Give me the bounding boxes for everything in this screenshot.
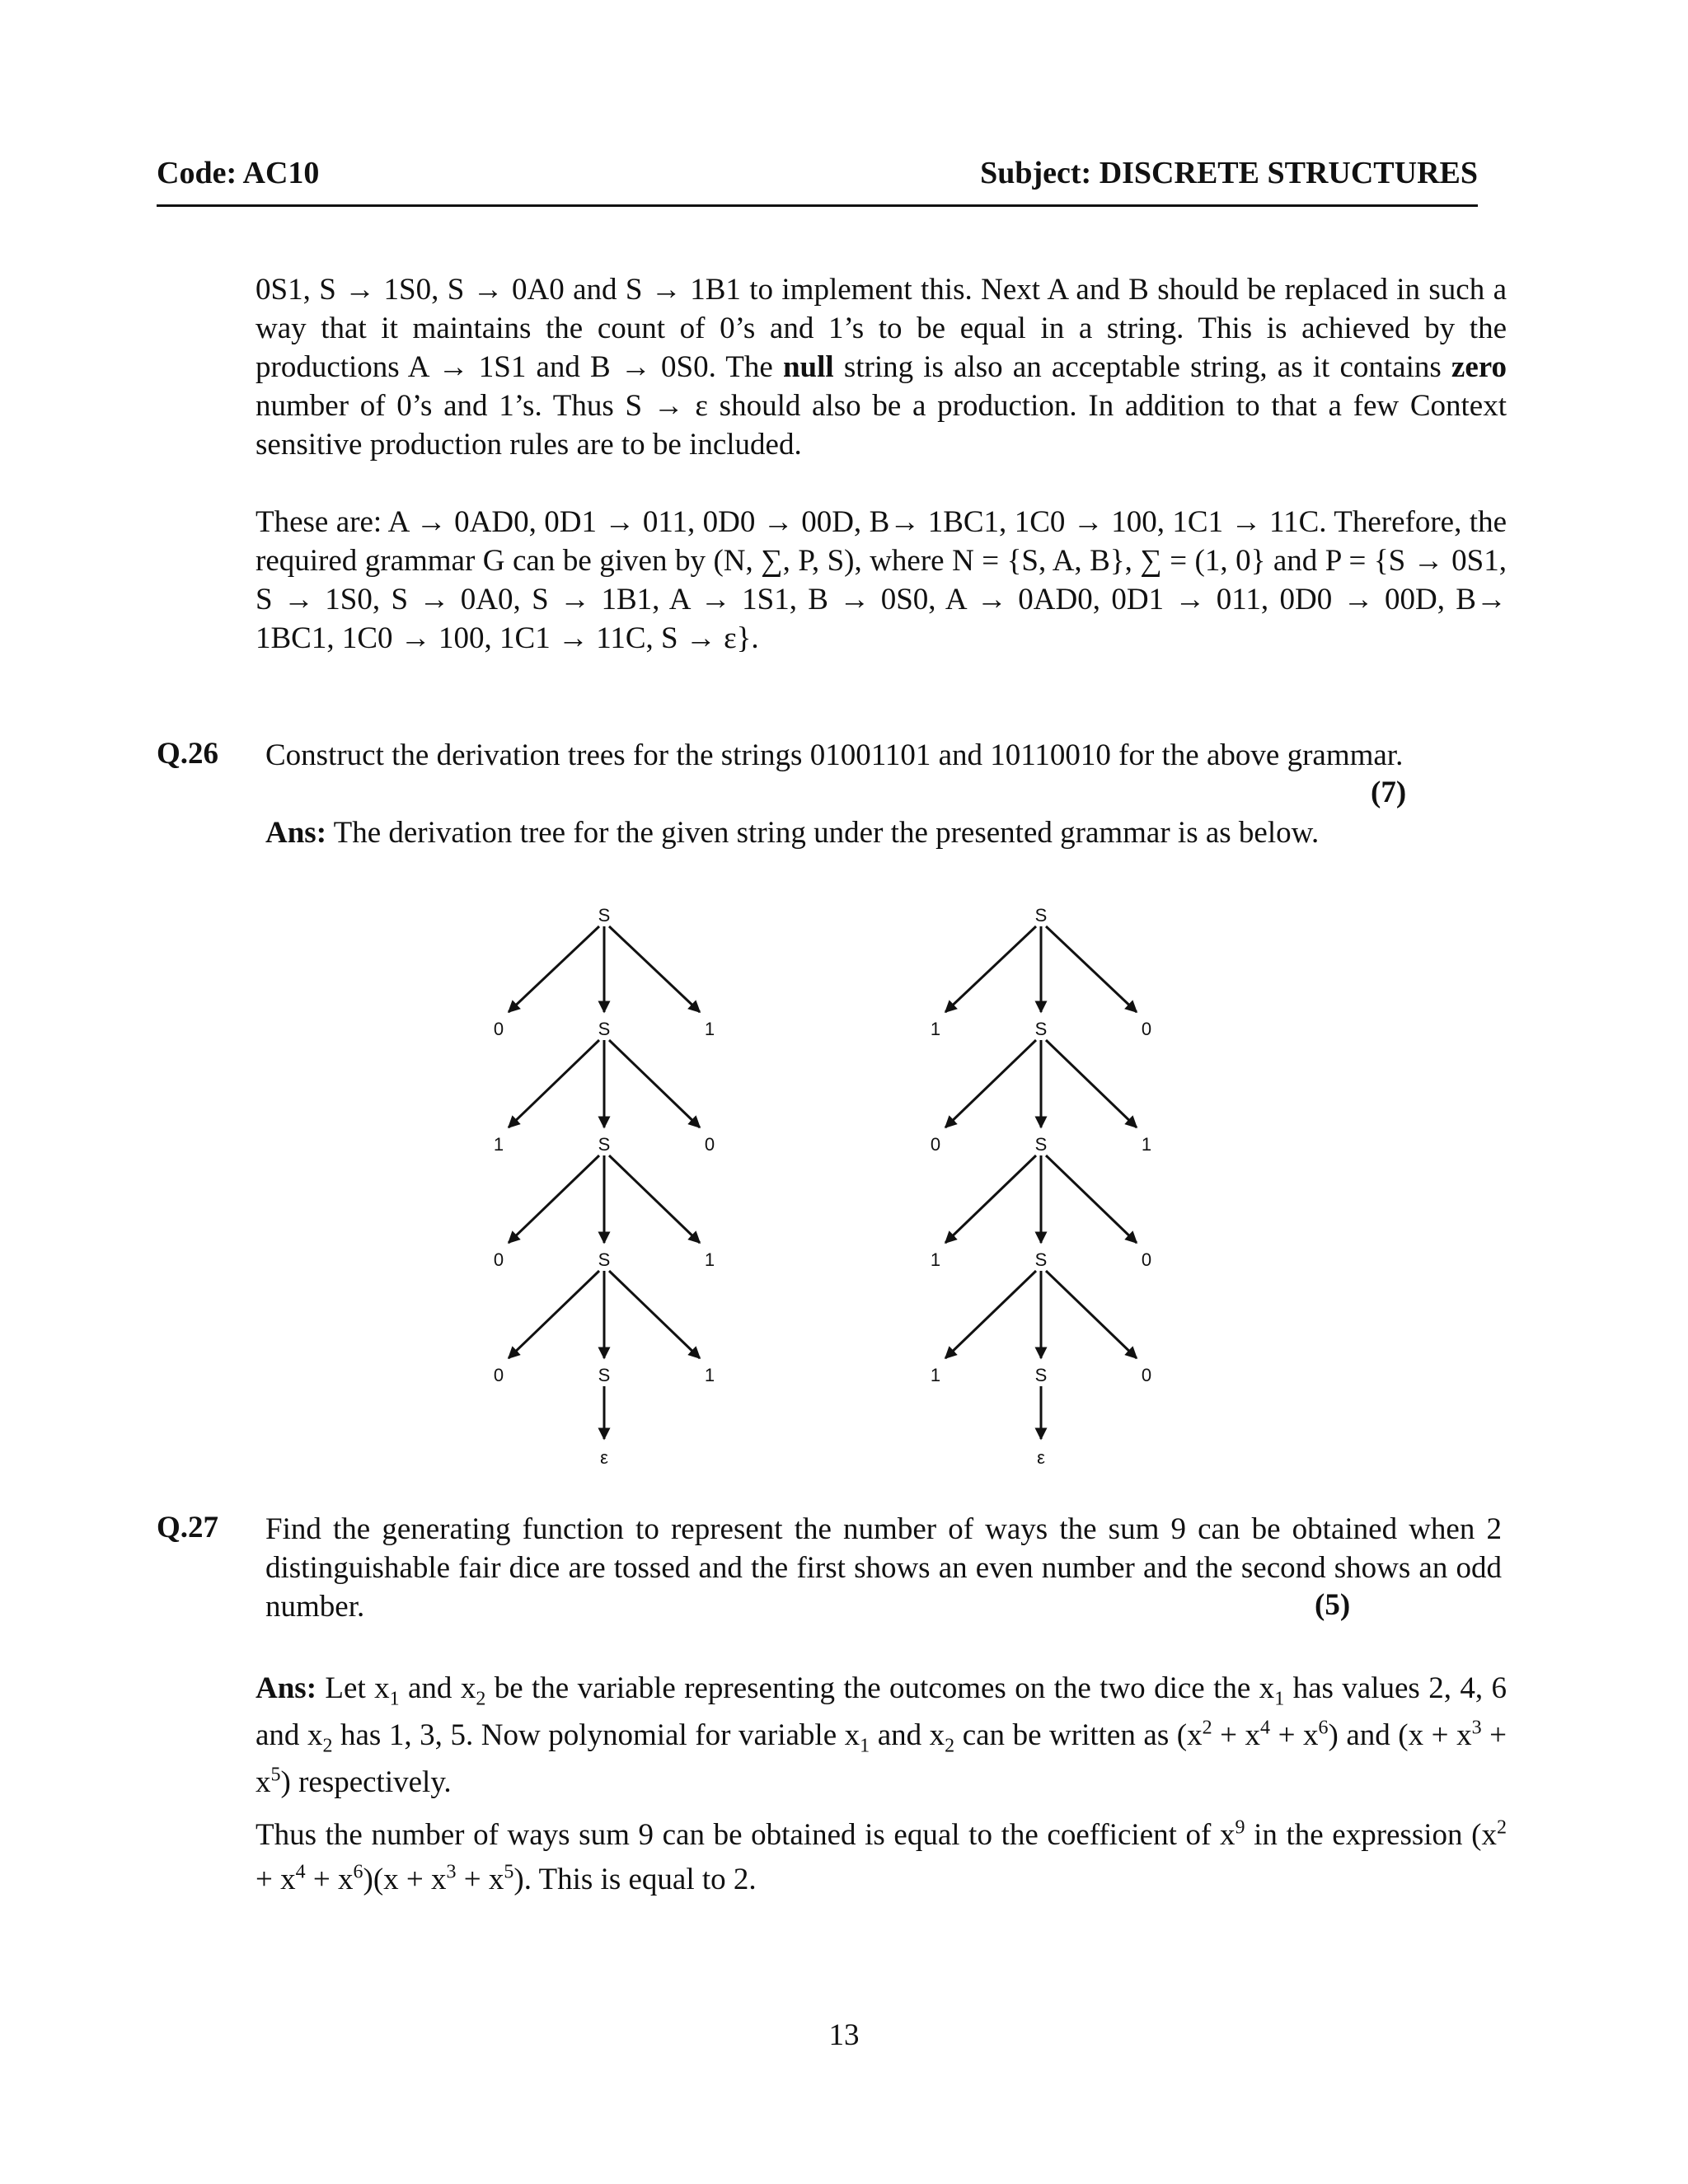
continuation-paragraph: 0S1, S → 1S0, S → 0A0 and S → 1B1 to implement this. Next A and B should be replaced in such a way that it maintains the count of 0’s and 1’s to be equal in a string. This is achieved by the productions A → 1S1 and B → 0S0. The null string is also an acceptable string, as it contains zero number of 0’s and 1’s. Thus S → ε should also be a production. In addition to that a few Context sensitive production rules are to be included. [256, 273, 1507, 462]
tree-0-node-3-2: 1 [704, 1365, 715, 1385]
tree-0-node-0-0: 0 [493, 1019, 504, 1039]
tree-1-node-1-0: 0 [930, 1134, 941, 1155]
tree-0-node-1-0: 1 [493, 1134, 504, 1155]
tree-1-node-0-0: 1 [930, 1019, 941, 1039]
tree-1-node-2-2: 0 [1141, 1249, 1152, 1270]
tree-1-root: S [1034, 905, 1048, 926]
tree-0-node-3-1: S [598, 1365, 611, 1385]
tree-0-root: S [598, 905, 611, 926]
tree-0-node-2-1: S [598, 1249, 611, 1270]
q26-number: Q.26 [157, 737, 219, 771]
q27-number: Q.27 [157, 1511, 219, 1544]
q27-answer: Ans: Let $x_1$ and $x_2$ be the variable representing the outcomes on the two dice the $x_1$ has values 2, 4, 6 and $x_2$ has 1, 3, 5. Now polynomial for variable $x_1$ and $x_2$ can be written as $(x^2 + x^4 + x^6)$ and $(x + x^3 + x^5)$ respectively. [256, 1671, 1507, 1799]
tree-0-node-3-0: 0 [493, 1365, 504, 1385]
tree-1-node-0-1: S [1034, 1019, 1048, 1039]
tree-0-edge-1-right [609, 1040, 700, 1127]
tree-0-edge-0-right [609, 926, 700, 1012]
tree-1-edge-1-left [945, 1040, 1036, 1127]
tree-1-node-3-1: S [1034, 1365, 1048, 1385]
tree-0-edge-0-left [509, 926, 599, 1012]
header-code: Code: AC10 [157, 156, 320, 190]
tree-0-leaf: ε [600, 1447, 608, 1468]
tree-1-node-2-0: 1 [930, 1249, 941, 1270]
tree-0-node-2-2: 1 [704, 1249, 715, 1270]
page-number: 13 [828, 2018, 860, 2052]
tree-0-node-0-2: 1 [704, 1019, 715, 1039]
tree-0-edge-2-right [609, 1155, 700, 1243]
tree-1-edge-2-right [1046, 1155, 1137, 1243]
header-subject: Subject: DISCRETE STRUCTURES [980, 156, 1478, 190]
tree-1-edge-3-left [945, 1271, 1036, 1358]
tree-1-edge-3-right [1046, 1271, 1137, 1358]
q27-question: Find the generating function to represent the number of ways the sum 9 can be obtained when 2 distinguishable fair dice are tossed and the first shows an even number and the second shows an odd number. [265, 1512, 1502, 1624]
tree-0-node-1-1: S [598, 1134, 611, 1155]
tree-0-node-1-2: 0 [704, 1134, 715, 1155]
tree-1-edge-0-left [945, 926, 1036, 1012]
tree-1-node-0-2: 0 [1141, 1019, 1152, 1039]
q26-marks: (7) [1371, 776, 1407, 809]
tree-0-edge-2-left [509, 1155, 599, 1243]
tree-1-node-3-0: 1 [930, 1365, 941, 1385]
tree-1-edge-0-right [1046, 926, 1137, 1012]
tree-0-node-0-1: S [598, 1019, 611, 1039]
tree-0-edge-3-right [609, 1271, 700, 1358]
q27-marks: (5) [1315, 1588, 1351, 1622]
tree-1-node-1-1: S [1034, 1134, 1048, 1155]
tree-0-edge-1-left [509, 1040, 599, 1127]
tree-1-node-3-2: 0 [1141, 1365, 1152, 1385]
tree-1-edge-1-right [1046, 1040, 1137, 1127]
tree-1-edge-2-left [945, 1155, 1036, 1243]
tree-1-node-1-2: 1 [1141, 1134, 1152, 1155]
q27-conclusion: Thus the number of ways sum 9 can be obtained is equal to the coefficient of $x^9$ in the expression $(x^2 + x^4 + x^6)(x + x^3 + x^5)$. This is equal to 2. [256, 1816, 1507, 1896]
tree-1-leaf: ε [1037, 1447, 1045, 1468]
q26-answer: Ans: The derivation tree for the given string under the presented grammar is as below. [265, 816, 1320, 850]
tree-1-node-2-1: S [1034, 1249, 1048, 1270]
q26-question: Construct the derivation trees for the strings 01001101 and 10110010 for the above grammar. [265, 738, 1404, 772]
tree-0-node-2-0: 0 [493, 1249, 504, 1270]
tree-0-edge-3-left [509, 1271, 599, 1358]
rules-paragraph: These are: A → 0AD0, 0D1 → 011, 0D0 → 00D, B→ 1BC1, 1C0 → 100, 1C1 → 11C. Therefore, the required grammar G can be given by (N, ∑, P, S), where N = {S, A, B}, ∑ = (1, 0} and P = {S → 0S1, S → 1S0, S → 0A0, S → 1B1, A → 1S1, B → 0S0, A → 0AD0, 0D1 → 011, 0D0 → 00D, B→ 1BC1, 1C0 → 100, 1C1 → 11C, S → ε}. [256, 505, 1507, 655]
